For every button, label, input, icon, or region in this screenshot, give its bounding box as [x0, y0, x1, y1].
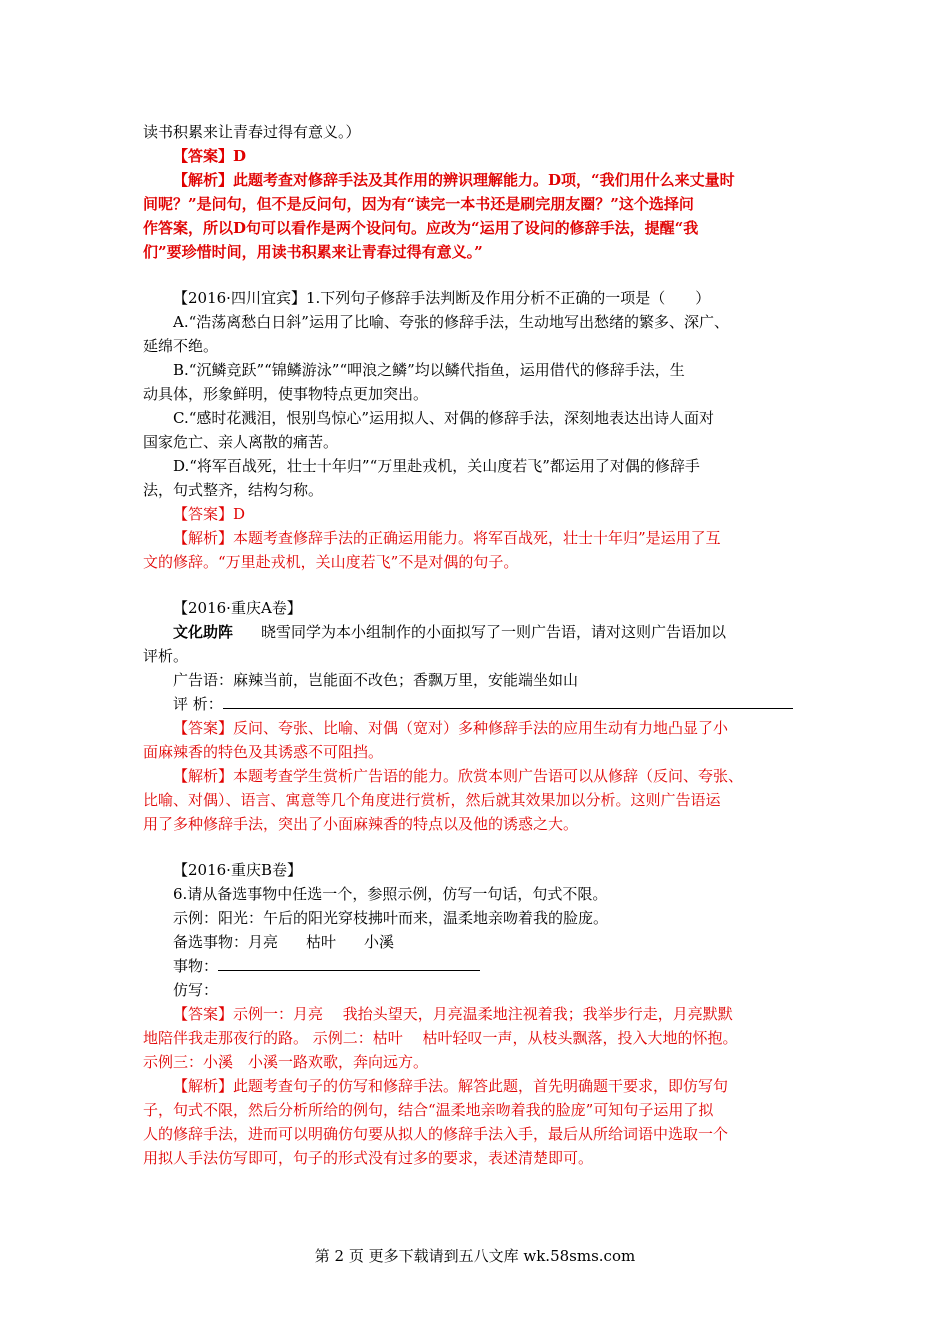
option-d-line: D.“将军百战死，壮士十年归”“万里赴戎机，关山度若飞”都运用了对偶的修辞手 — [173, 457, 700, 475]
thing-line — [143, 954, 810, 978]
answer-line: 面麻辣香的特色及其诱惑不可阻挡。 — [143, 743, 384, 761]
section-title: 文化助阵 — [173, 623, 234, 641]
choice-item: 月亮 — [248, 933, 279, 951]
analysis-blank[interactable] — [223, 694, 793, 709]
section-gap — [143, 836, 810, 858]
analysis-label: 评 析： — [173, 695, 223, 713]
page-footer: 第 2 页 更多下载请到五八文库 wk.58sms.com — [314, 1247, 636, 1265]
analysis-blank-line — [143, 692, 810, 716]
choices-line — [143, 930, 810, 954]
imitate-label: 仿写： — [173, 981, 219, 999]
thing-label: 事物： — [173, 957, 219, 975]
answer-line: 地陪伴我走那夜行的路。 示例二：枯叶 枯叶轻叹一声，从枝头飘落，投入大地的怀抱。 — [143, 1029, 738, 1047]
option-a-line: A.“浩荡离愁白日斜”运用了比喻、夸张的修辞手法，生动地写出愁绪的繁多、深广、 — [173, 313, 729, 331]
analysis-line: 用了多种修辞手法，突出了小面麻辣香的特点以及他的诱惑之大。 — [143, 815, 579, 833]
example-text: 示例：阳光：午后的阳光穿枝拂叶而来，温柔地亲吻着我的脸庞。 — [173, 909, 609, 927]
answer-line: 【答案】反问、夸张、比喻、对偶（宽对）多种修辞手法的应用生动有力地凸显了小 — [173, 719, 729, 737]
option-a-line: 延绵不绝。 — [143, 337, 219, 355]
option-d-line: 法，句式整齐，结构匀称。 — [143, 481, 324, 499]
analysis-line: 们”要珍惜时间，用读书积累来让青春过得有意义。” — [143, 243, 483, 261]
analysis-line: 文的修辞。“万里赴戎机，关山度若飞”不是对偶的句子。 — [143, 553, 519, 571]
continuation-text: 读书积累来让青春过得有意义。） — [143, 123, 361, 141]
analysis-line: 子，句式不限，然后分析所给的例句，结合“温柔地亲吻着我的脸庞”可知句子运用了拟 — [143, 1101, 714, 1119]
option-c-line: C.“感时花溅泪，恨别鸟惊心”运用拟人、对偶的修辞手法，深刻地表达出诗人面对 — [173, 409, 715, 427]
choices-label: 备选事物： — [173, 933, 249, 951]
analysis-line: 作答案，所以D句可以看作是两个设问句。应改为“运用了设问的修辞手法，提醒“我 — [143, 219, 699, 237]
prompt-line: 评析。 — [143, 647, 189, 665]
option-b-line: B.“沉鳞竞跃”“锦鳞游泳”“呷浪之鳞”均以鳞代指鱼，运用借代的修辞手法，生 — [173, 361, 685, 379]
analysis-line: 【解析】本题考查修辞手法的正确运用能力。将军百战死，壮士十年归”是运用了互 — [173, 529, 721, 547]
question-header: 【2016·重庆B卷】 — [173, 861, 302, 879]
section-gap — [143, 574, 810, 596]
option-c-line: 国家危亡、亲人离散的痛苦。 — [143, 433, 339, 451]
answer-line: 【答案】D — [173, 147, 247, 165]
thing-blank[interactable] — [218, 956, 480, 971]
ad-text: 广告语：麻辣当前，岂能面不改色；香飘万里，安能端坐如山 — [173, 671, 579, 689]
page-content — [143, 120, 810, 1170]
choice-item: 枯叶 — [306, 933, 337, 951]
choice-item: 小溪 — [364, 933, 395, 951]
analysis-line: 人的修辞手法，进而可以明确仿句要从拟人的修辞手法入手，最后从所给词语中选取一个 — [143, 1125, 729, 1143]
analysis-line: 【解析】此题考查句子的仿写和修辞手法。解答此题，首先明确题干要求，即仿写句 — [173, 1077, 729, 1095]
analysis-line: 比喻、对偶）、语言、寓意等几个角度进行赏析，然后就其效果加以分析。这则广告语运 — [143, 791, 721, 809]
answer-line: 【答案】D — [173, 505, 246, 523]
answer-line: 【答案】示例一：月亮 我抬头望天，月亮温柔地注视着我；我举步行走，月亮默默 — [173, 1005, 733, 1023]
section-gap — [143, 264, 810, 286]
question-header: 【2016·重庆A卷】 — [173, 599, 302, 617]
answer-line: 示例三：小溪 小溪一路欢歌，奔向远方。 — [143, 1053, 429, 1071]
question-text: 6.请从备选事物中任选一个，参照示例，仿写一句话，句式不限。 — [173, 885, 608, 903]
analysis-line: 用拟人手法仿写即可，句子的形式没有过多的要求，表述清楚即可。 — [143, 1149, 594, 1167]
analysis-line: 【解析】本题考查学生赏析广告语的能力。欣赏本则广告语可以从修辞（反问、夸张、 — [173, 767, 744, 785]
prompt-line — [143, 620, 810, 644]
analysis-line: 【解析】此题考查对修辞手法及其作用的辨识理解能力。D项，“我们用什么来丈量时 — [173, 171, 735, 189]
analysis-line: 间呢？”是问句，但不是反问句，因为有“读完一本书还是刷完朋友圈？”这个选择问 — [143, 195, 694, 213]
prompt-text: 晓雪同学为本小组制作的小面拟写了一则广告语，请对这则广告语加以 — [261, 623, 727, 641]
option-b-line: 动具体，形象鲜明，使事物特点更加突出。 — [143, 385, 429, 403]
question-header: 【2016·四川宜宾】1.下列句子修辞手法判断及作用分析不正确的一项是（ ） — [173, 289, 711, 307]
